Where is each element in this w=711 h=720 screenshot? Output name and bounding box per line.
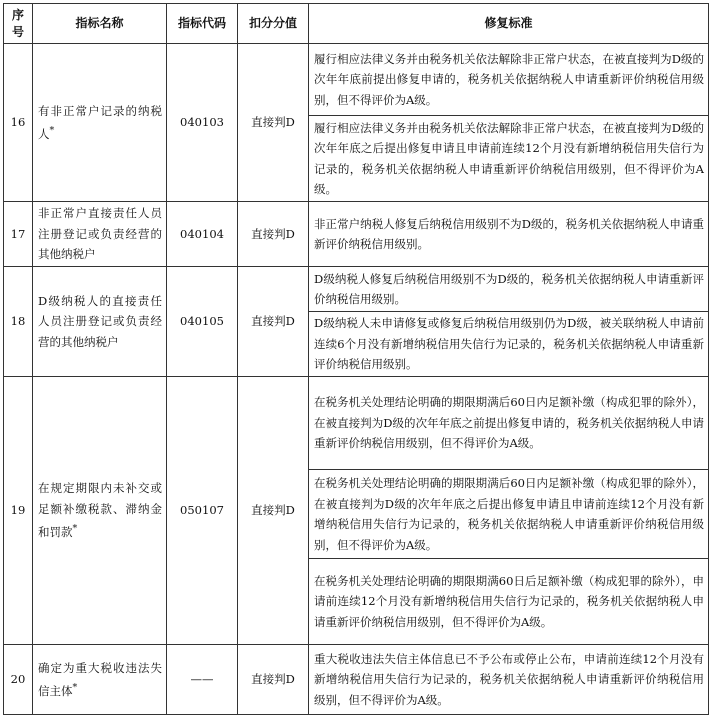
footnote-mark: * <box>49 125 55 137</box>
footnote-mark: * <box>72 682 78 694</box>
row-deduct: 直接判D <box>238 44 309 202</box>
row-code: 040103 <box>167 44 238 202</box>
row-indicator-name <box>33 202 167 267</box>
header-code: 指标代码 <box>167 4 238 44</box>
row-code: 050107 <box>167 377 238 645</box>
table-row <box>4 202 709 267</box>
row-indicator-name <box>33 377 167 645</box>
row-deduct: 直接判D <box>238 267 309 377</box>
row-code: 040104 <box>167 202 238 267</box>
row-indicator-name <box>33 267 167 377</box>
row-criteria: 在税务机关处理结论明确的期限期满后60日内足额补缴（构成犯罪的除外），在被直接判为D级的次年年底之后提出修复申请且申请前连续12个月没有新增纳税信用失信行为记录的，税务机关依据纳税人申请重新评价纳税信用级别，但不得评价为A级。 <box>309 470 709 559</box>
row-seq: 17 <box>4 202 33 267</box>
row-criteria: 非正常户纳税人修复后纳税信用级别不为D级的，税务机关依据纳税人申请重新评价纳税信用级别。 <box>309 202 709 267</box>
row-indicator-name <box>33 645 167 715</box>
row-criteria: 履行相应法律义务并由税务机关依法解除非正常户状态，在被直接判为D级的次年年底前提出修复申请的，税务机关依据纳税人申请重新评价纳税信用级别，但不得评价为A级。 <box>309 44 709 116</box>
header-deduct: 扣分分值 <box>238 4 309 44</box>
row-indicator-name <box>33 44 167 202</box>
row-seq: 18 <box>4 267 33 377</box>
table-row <box>4 645 709 715</box>
table-row <box>4 267 709 312</box>
footnote-mark: * <box>72 523 78 535</box>
row-criteria: 在税务机关处理结论明确的期限期满后60日内足额补缴（构成犯罪的除外），在被直接判为D级的次年年底之前提出修复申请的，税务机关依据纳税人申请重新评价纳税信用级别，但不得评价为A级。 <box>309 377 709 470</box>
row-criteria: D级纳税人未申请修复或修复后纳税信用级别仍为D级，被关联纳税人申请前连续6个月没有新增纳税信用失信行为记录的，税务机关依据纳税人申请重新评价纳税信用级别。 <box>309 312 709 377</box>
row-deduct: 直接判D <box>238 645 309 715</box>
row-indicator-name-text: 有非正常户记录的纳税人 <box>38 103 162 141</box>
row-seq: 20 <box>4 645 33 715</box>
header-name: 指标名称 <box>33 4 167 44</box>
table-header-row <box>4 4 709 44</box>
row-criteria: 履行相应法律义务并由税务机关依法解除非正常户状态，在被直接判为D级的次年年底之后提出修复申请且申请前连续12个月没有新增纳税信用失信行为记录的，税务机关依据纳税人申请重新评价纳税信用级别，但不得评价为A级。 <box>309 116 709 202</box>
table-row <box>4 44 709 116</box>
row-criteria: D级纳税人修复后纳税信用级别不为D级的，税务机关依据纳税人申请重新评价纳税信用级别。 <box>309 267 709 312</box>
table-row <box>4 377 709 470</box>
row-seq: 19 <box>4 377 33 645</box>
header-criteria: 修复标准 <box>309 4 709 44</box>
repair-standards-table <box>3 3 709 715</box>
row-seq: 16 <box>4 44 33 202</box>
row-code: —— <box>167 645 238 715</box>
row-criteria: 重大税收违法失信主体信息已不予公布或停止公布，申请前连续12个月没有新增纳税信用失信行为记录的，税务机关依据纳税人申请重新评价纳税信用级别，但不得评价为A级。 <box>309 645 709 715</box>
row-criteria: 在税务机关处理结论明确的期限期满60日后足额补缴（构成犯罪的除外），申请前连续12个月没有新增纳税信用失信行为记录的，税务机关依据纳税人申请重新评价纳税信用级别，但不得评价为A级。 <box>309 559 709 645</box>
header-seq: 序号 <box>4 4 33 44</box>
row-indicator-name-text: 在规定期限内未补交或足额补缴税款、滞纳金和罚款 <box>38 481 162 540</box>
row-deduct: 直接判D <box>238 377 309 645</box>
row-indicator-name-text: 非正常户直接责任人员注册登记或负责经营的其他纳税户 <box>38 206 162 262</box>
row-deduct: 直接判D <box>238 202 309 267</box>
row-indicator-name-text: 确定为重大税收违法失信主体 <box>38 660 162 698</box>
row-indicator-name-text: D级纳税人的直接责任人员注册登记或负责经营的其他纳税户 <box>38 293 162 349</box>
row-code: 040105 <box>167 267 238 377</box>
